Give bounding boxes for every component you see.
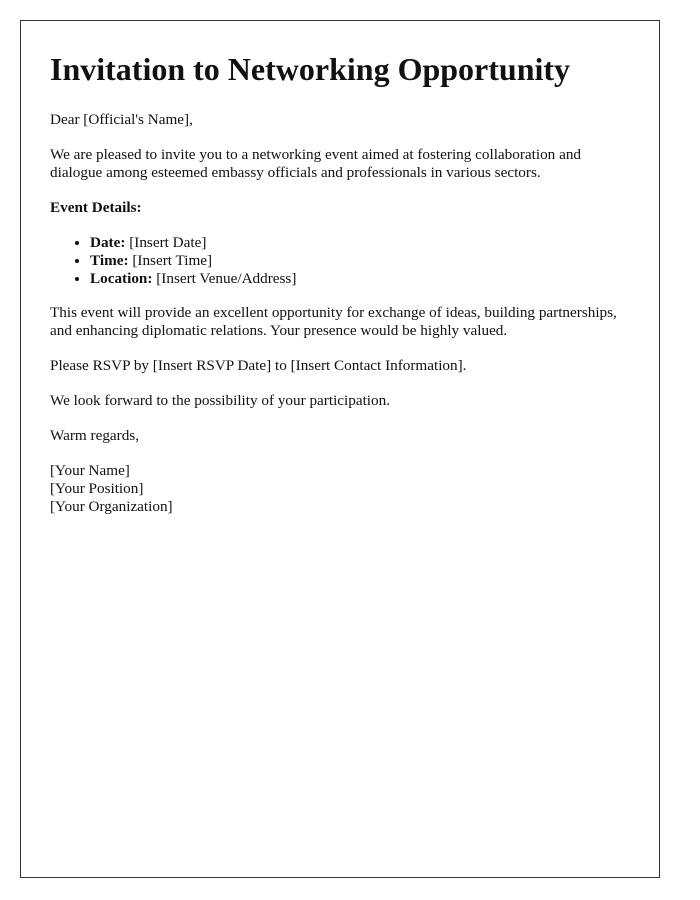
salutation: Dear [Official's Name], <box>50 111 193 128</box>
detail-date-value: [Insert Date] <box>125 234 207 251</box>
detail-location-value: [Insert Venue/Address] <box>152 270 297 287</box>
letter-page <box>20 20 660 878</box>
event-details-list <box>50 234 631 288</box>
detail-time-label: Time: <box>90 252 129 269</box>
signature-position: [Your Position] <box>50 480 144 497</box>
detail-location <box>90 270 631 288</box>
intro-paragraph: We are pleased to invite you to a networking event aimed at fostering collaboration and dialogue among esteemed embassy officials and professionals in various sectors. <box>50 146 582 181</box>
detail-time <box>90 252 631 270</box>
detail-date-label: Date: <box>90 234 126 251</box>
letter-title: Invitation to Networking Opportunity <box>50 51 571 87</box>
signature-organization: [Your Organization] <box>50 498 173 515</box>
signature-name: [Your Name] <box>50 462 130 479</box>
detail-date <box>90 234 631 252</box>
event-details-heading: Event Details: <box>50 199 142 216</box>
detail-time-value: [Insert Time] <box>128 252 213 269</box>
closing-paragraph: We look forward to the possibility of your participation. <box>50 392 391 409</box>
rsvp-paragraph: Please RSVP by [Insert RSVP Date] to [Insert Contact Information]. <box>50 357 467 374</box>
body-paragraph: This event will provide an excellent opportunity for exchange of ideas, building partnerships, and enhancing diplomatic relations. Your presence would be highly valued. <box>50 304 617 339</box>
signature-block <box>50 462 631 516</box>
sign-off: Warm regards, <box>50 427 140 444</box>
detail-location-label: Location: <box>90 270 153 287</box>
